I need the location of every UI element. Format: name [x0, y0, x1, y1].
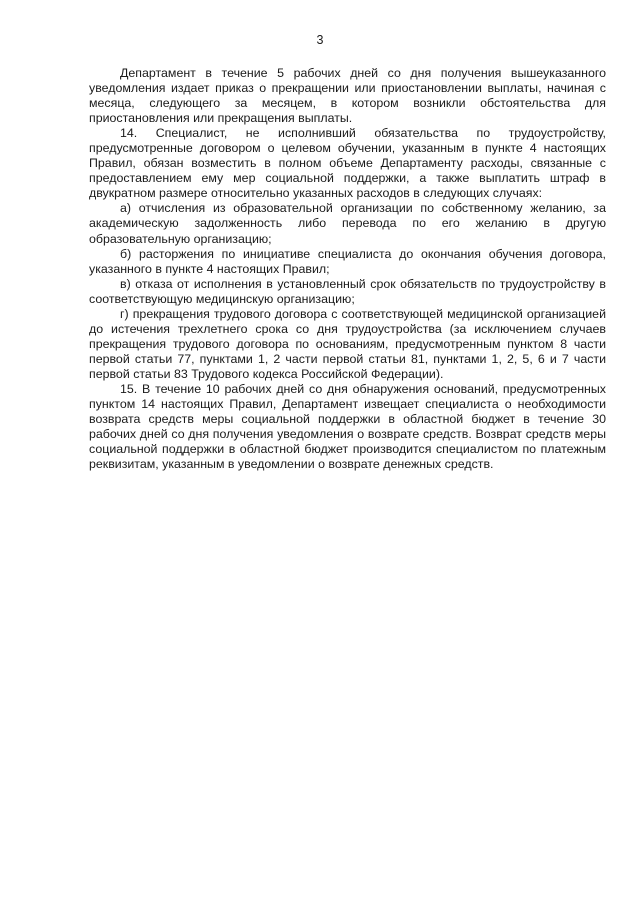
paragraph-14b-termination: б) расторжения по инициативе специалиста до окончания обучения договора, указанного в пункте 4 настоящих Правил; [89, 246, 606, 276]
paragraph-department-order: Департамент в течение 5 рабочих дней со дня получения вышеуказанного уведомления издает приказ о прекращении или приостановлении выплаты, начиная с месяца, следующего за месяцем, в котором возникли обстоятельства для приостановления или прекращения выплаты. [89, 66, 606, 126]
paragraph-14g-contract-termination: г) прекращения трудового договора с соответствующей медицинской организацией до истечения трехлетнего срока со дня трудоустройства (за исключением случаев прекращения трудового договора по основаниям, предусмотренным пунктом 8 части первой статьи 77, пунктами 1, 2 части первой статьи 81, пунктами 1, 2, 5, 6 и 7 части первой статьи 83 Трудового кодекса Российской Федерации). [89, 306, 606, 381]
page-number: 3 [316, 33, 324, 47]
paragraph-14a-expulsion: а) отчисления из образовательной организации по собственному желанию, за академическую задолженность либо перевода по его желанию в другую образовательную организацию; [89, 201, 606, 246]
paragraph-15-notification: 15. В течение 10 рабочих дней со дня обнаружения оснований, предусмотренных пунктом 14 настоящих Правил, Департамент извещает специалиста о необходимости возврата средств меры социальной поддержки в областной бюджет в течение 30 рабочих дней со дня получения уведомления о возврате средств. Возврат средств меры социальной поддержки в областной бюджет производится специалистом по платежным реквизитам, указанным в уведомлении о возврате денежных средств. [89, 381, 606, 472]
paragraph-14v-refusal: в) отказа от исполнения в установленный срок обязательств по трудоустройству в соответствующую медицинскую организацию; [89, 276, 606, 306]
paragraph-14-reimbursement: 14. Специалист, не исполнивший обязательства по трудоустройству, предусмотренные договором о целевом обучении, указанным в пункте 4 настоящих Правил, обязан возместить в полном объеме Департаменту расходы, связанные с предоставлением ему мер социальной поддержки, а также выплатить штраф в двукратном размере относительно указанных расходов в следующих случаях: [89, 126, 606, 201]
document-body [89, 66, 606, 472]
